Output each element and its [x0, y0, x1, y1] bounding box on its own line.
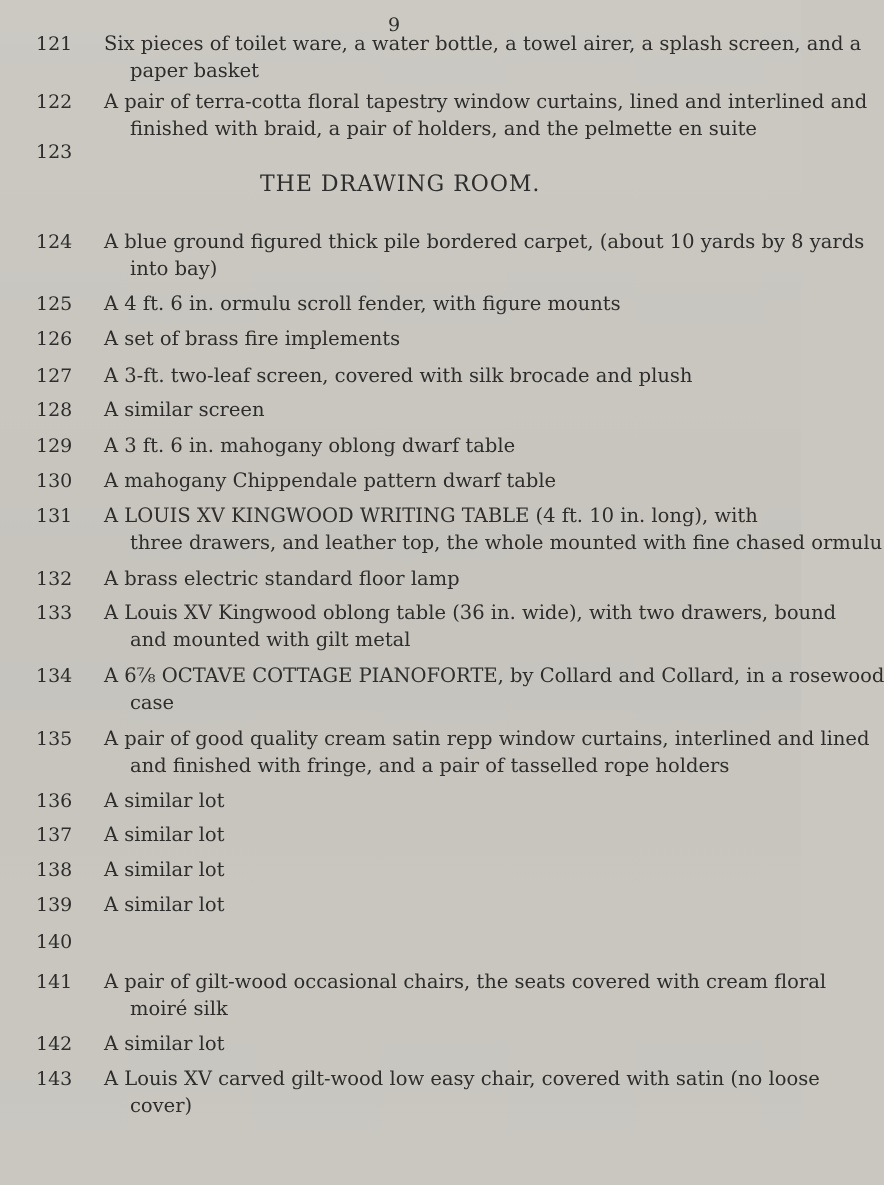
lot-description-line: A similar lot: [104, 858, 225, 881]
lot-number: 135: [36, 728, 73, 750]
lot-description: [104, 290, 704, 317]
lot-description: [104, 467, 704, 494]
lot-number: 139: [36, 894, 73, 916]
lot-number: 140: [36, 931, 73, 953]
lot-description: [104, 968, 827, 1022]
lot-description: [104, 787, 704, 814]
lot-description-line: three drawers, and leather top, the whole mounted with fine chased ormulu: [130, 531, 883, 554]
page-number: 9: [388, 14, 401, 36]
lot-description-line: Six pieces of toilet ware, a water bottle, a towel airer, a splash screen, and a: [104, 32, 862, 55]
lot-number: 126: [36, 328, 73, 350]
lot-description-line: A LOUIS XV KINGWOOD WRITING TABLE (4 ft. 10 in. long), with: [104, 504, 758, 527]
lot-description-line: A Louis XV Kingwood oblong table (36 in. wide), with two drawers, bound: [104, 601, 837, 624]
lot-number: 131: [36, 505, 73, 527]
section-heading: THE DRAWING ROOM.: [260, 172, 541, 197]
lot-description: [104, 662, 884, 716]
lot-description-line: and finished with fringe, and a pair of tasselled rope holders: [130, 754, 730, 777]
lot-number: 133: [36, 602, 73, 624]
lot-description-line: finished with braid, a pair of holders, and the pelmette en suite: [130, 117, 757, 140]
lot-number: 125: [36, 293, 73, 315]
lot-number: 128: [36, 399, 73, 421]
lot-description: [104, 228, 865, 282]
lot-description-line: A pair of terra-cotta floral tapestry window curtains, lined and interlined and: [104, 90, 868, 113]
lot-description-line: cover): [130, 1094, 193, 1117]
lot-description: [104, 502, 883, 556]
lot-description: [104, 891, 704, 918]
lot-description-line: A 3 ft. 6 in. mahogany oblong dwarf table: [104, 434, 516, 457]
lot-description-line: A similar lot: [104, 823, 225, 846]
lot-number: 129: [36, 435, 73, 457]
lot-description-line: moiré silk: [130, 997, 228, 1020]
lot-description: [104, 565, 704, 592]
lot-description-line: A set of brass fire implements: [104, 327, 401, 350]
lot-description: [104, 362, 704, 389]
lot-description-line: and mounted with gilt metal: [130, 628, 411, 651]
lot-description: [104, 856, 704, 883]
lot-description-line: A blue ground figured thick pile bordered carpet, (about 10 yards by 8 yards: [104, 230, 865, 253]
lot-number: 130: [36, 470, 73, 492]
lot-description-line: A 3-ft. two-leaf screen, covered with silk brocade and plush: [104, 364, 693, 387]
lot-number: 127: [36, 365, 73, 387]
lot-number: 134: [36, 665, 73, 687]
lot-number: 138: [36, 859, 73, 881]
lot-description-line: A pair of gilt-wood occasional chairs, the seats covered with cream floral: [104, 970, 827, 993]
lot-number: 124: [36, 231, 73, 253]
lot-number: 123: [36, 141, 73, 163]
lot-description: [104, 821, 704, 848]
lot-description-line: paper basket: [130, 59, 259, 82]
lot-number: 143: [36, 1068, 73, 1090]
lot-description-line: into bay): [130, 257, 218, 280]
lot-description-line: A mahogany Chippendale pattern dwarf table: [104, 469, 557, 492]
lot-description-line: A similar lot: [104, 893, 225, 916]
lot-description-line: A 6⅞ OCTAVE COTTAGE PIANOFORTE, by Collard and Collard, in a rosewood: [104, 664, 884, 687]
lot-number: 132: [36, 568, 73, 590]
lot-number: 122: [36, 91, 73, 113]
lot-number: 121: [36, 33, 73, 55]
lot-number: 141: [36, 971, 73, 993]
lot-description: [104, 88, 868, 142]
lot-description-line: A pair of good quality cream satin repp window curtains, interlined and lined: [104, 727, 870, 750]
lot-description-line: A Louis XV carved gilt-wood low easy chair, covered with satin (no loose: [104, 1067, 820, 1090]
lot-description: [104, 396, 704, 423]
lot-number: 136: [36, 790, 73, 812]
lot-description-line: A similar screen: [104, 398, 265, 421]
lot-description: [104, 325, 704, 352]
lot-description: [104, 599, 837, 653]
lot-number: 137: [36, 824, 73, 846]
lot-description-line: A 4 ft. 6 in. ormulu scroll fender, with figure mounts: [104, 292, 621, 315]
lot-number: 142: [36, 1033, 73, 1055]
lot-description-line: case: [130, 691, 175, 714]
lot-description: [104, 725, 870, 779]
lot-description: [104, 1065, 820, 1119]
lot-description-line: A similar lot: [104, 1032, 225, 1055]
lot-description-line: A brass electric standard floor lamp: [104, 567, 460, 590]
lot-description-line: A similar lot: [104, 789, 225, 812]
lot-description: [104, 30, 862, 84]
lot-description: [104, 1030, 704, 1057]
lot-description: [104, 432, 704, 459]
